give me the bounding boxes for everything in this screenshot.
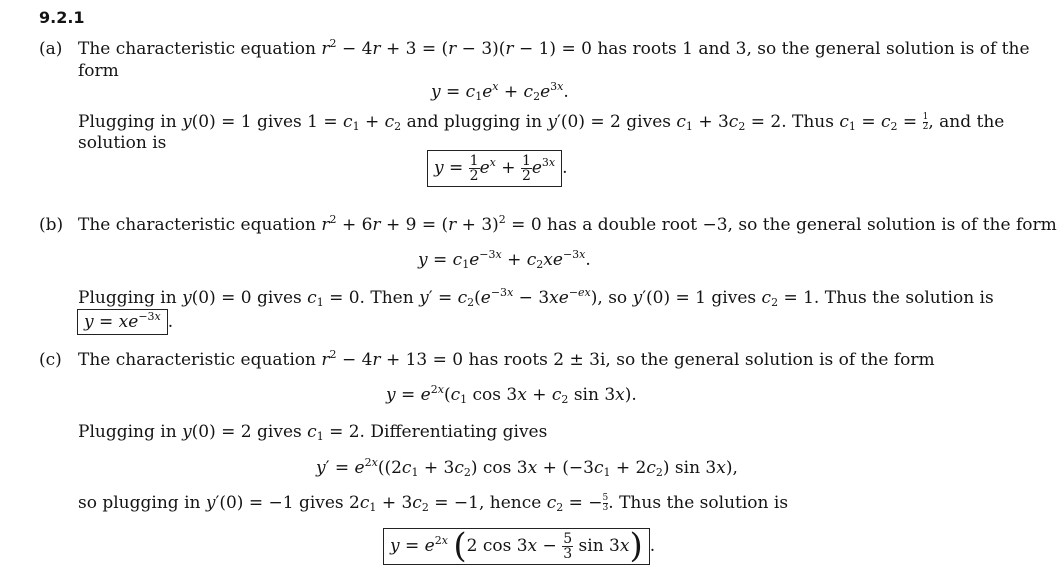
part-b-line-1: The characteristic equation $r^2 + 6r + 9 = (r + 3)^2 = 0$ has a double root −3, so the general solution is of the form (78, 213, 1057, 235)
part-b-line-2: Plugging in y(0) = 0 gives $c_1 = 0$. Then $y' = c_2(e^{-3x} - 3xe^{-ex})$, so y′(0) = 1 gives $c_2 = 1$. Thus the solution is (78, 286, 994, 309)
part-a-label: (a) (39, 39, 63, 59)
part-c-line-3: so plugging in y′(0) = −1 gives $2c_1 + 3c_2 = -1$, hence $c_2$ = − $\frac{5}{3}$ . Thus the solution is (78, 493, 789, 514)
part-b-boxed-solution: $y = xe^{-3x}$ . (77, 312, 173, 332)
part-a-general-equation: $y = c_1e^x + c_2e^{3x}$. (431, 80, 569, 103)
part-c-general-equation: $y = e^{2x}(c_1$ $\cos 3x + c_2$ sin 3x). (386, 383, 637, 406)
part-c-label: (c) (39, 350, 62, 370)
part-c-line-1: The characteristic equation $r^2 - 4r + 13 = 0$ has roots 2 ± 3i, so the general solution is of the form (78, 348, 935, 370)
part-a-line-3: Plugging in y(0) = 1 gives $1 = c_1 + c_2$ and plugging in y′(0) = 2 gives $c_1 + 3c_2 = 2$. Thus $c_1 = c_2$ = $\frac{1}{2}$ , and the (78, 112, 1005, 133)
section-number: 9.2.1 (39, 8, 85, 27)
part-a-line-2: form (78, 61, 119, 81)
part-c-derivative-equation: $y' = e^{2x}((2c_1 + 3c_2)$ $\cos 3x + (-3c_1 + 2c_2)$ sin 3x), (316, 456, 738, 479)
part-b-label: (b) (39, 215, 64, 235)
part-a-boxed-solution: y = $\frac{1}{2}$ $e^x$ + $\frac{1}{2}$ $e^{3x}$ . (427, 150, 568, 187)
part-a-line-4: solution is (78, 133, 167, 153)
part-c-boxed-solution: $y = e^{2x}$ (2 cos 3x − $\frac{5}{3}$ sin 3x) . (383, 528, 655, 565)
part-a-line-1: The characteristic equation $r^2 - 4r + 3 = (r - 3)(r - 1) = 0$ has roots 1 and 3, so the general solution is of the (78, 37, 1030, 59)
part-b-general-equation: $y = c_1e^{-3x} + c_2xe^{-3x}$. (418, 248, 591, 271)
part-c-line-2: Plugging in y(0) = 2 gives $c_1 = 2$. Differentiating gives (78, 422, 548, 443)
